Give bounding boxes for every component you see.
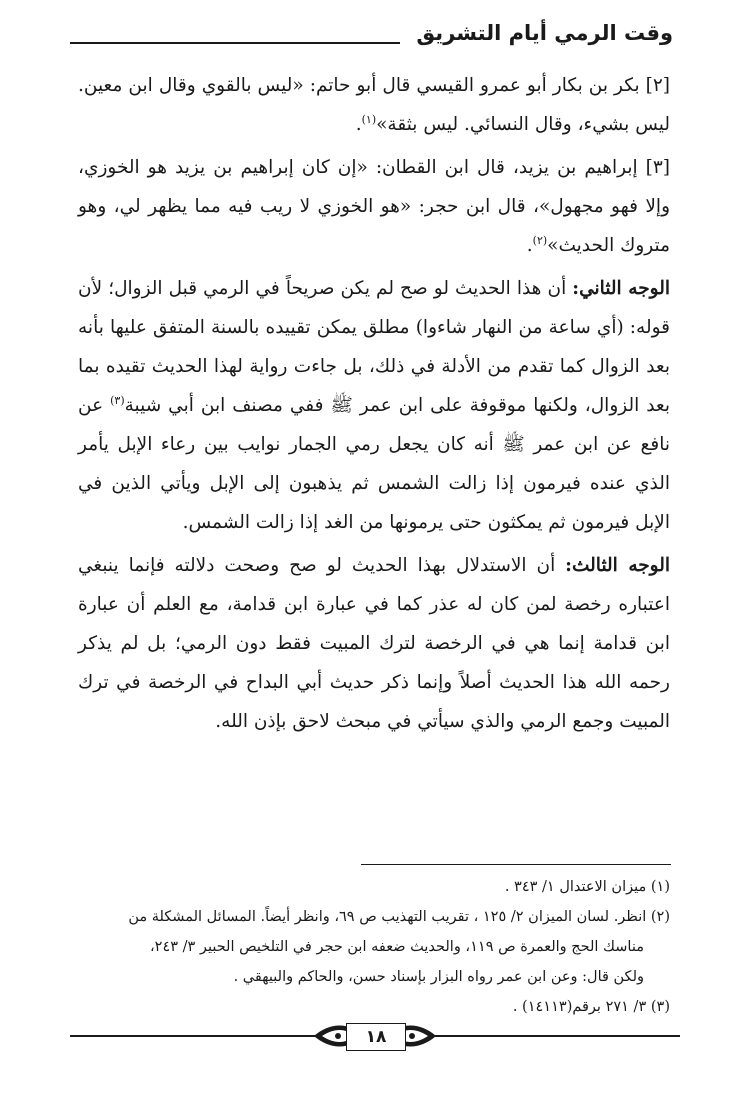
footnotes bbox=[78, 872, 670, 1022]
footnote-2: (٢) انظر. لسان الميزان ٢/ ١٢٥ ، تقريب التهذيب ص ٦٩، وانظر أيضاً. المسائل المشكلة من bbox=[128, 909, 670, 925]
footnote-2-cont: ولكن قال: وعن ابن عمر رواه البزار بإسناد حسن، والحاكم والبيهقي . bbox=[233, 969, 644, 985]
paragraph-text: عن نافع عن ابن عمر ﷺ أنه كان يجعل رمي الجمار نوايب بين رعاء الإبل يأمر الذي عنده فيرمون إذا زالت الشمس ثم يذهبون إلى الإبل ويأتي الذين في الإبل فيرمون ثم يمكثون حتى يرمونها من الغد إذا زالت الشمس. bbox=[78, 395, 670, 533]
footnote-separator bbox=[361, 864, 671, 865]
footnote-2-cont: مناسك الحج والعمرة ص ١١٩، والحديث ضعفه ابن حجر في التلخيص الحبير ٣/ ٢٤٣، bbox=[149, 939, 644, 955]
section-heading: الوجه الثاني: bbox=[572, 278, 670, 299]
paragraph-text: أن هذا الحديث لو صح لم يكن صريحاً في الرمي قبل الزوال؛ لأن قوله: (أي ساعة من النهار شاءوا) مطلق يمكن تقييده بالسنة المتفق عليها بأنه بعد الزوال كما تقدم من الأدلة في ذلك، بل جاءت رواية لهذا الحديث تقيده بما بعد الزوال، ولكنها موقوفة على ابن عمر ﷺ ففي مصنف ابن أبي شيبة bbox=[78, 278, 670, 416]
paragraph-text: أن الاستدلال بهذا الحديث لو صح وصحت دلالته فإنما ينبغي اعتباره رخصة لمن كان له عذر كما في عبارة ابن قدامة، مع العلم أن عبارة ابن قدامة إنما هي في الرخصة لترك المبيت فقط دون الرمي؛ بل لم يذكر رحمه الله هذا الحديث أصلاً وإنما ذكر حديث أبي البداح في الرخصة في ترك المبيت وجمع الرمي والذي سيأتي في مبحث لاحق بإذن الله. bbox=[78, 555, 670, 732]
header-title: وقت الرمي أيام التشريق bbox=[416, 21, 673, 45]
paragraph-text: [٢] بكر بن بكار أبو عمرو القيسي قال أبو حاتم: «ليس بالقوي وقال ابن معين. ليس بشيء، وقال النسائي. ليس بثقة» bbox=[78, 75, 670, 135]
footnote-ref: (١) bbox=[361, 112, 377, 126]
footer-rule-left bbox=[70, 1035, 318, 1037]
footer-rule-right bbox=[432, 1035, 680, 1037]
paragraph-third-aspect bbox=[78, 546, 670, 741]
header-rule bbox=[70, 42, 400, 44]
footnote-ref: (٢) bbox=[532, 233, 548, 247]
paragraph-text: [٣] إبراهيم بن يزيد، قال ابن القطان: «إن كان إبراهيم بن يزيد هو الخوزي، وإلا فهو مجهول»، قال ابن حجر: «هو الخوزي لا ريب فيه مما يظهر لي، وهو متروك الحديث» bbox=[78, 157, 670, 256]
paragraph-narrator-2: [٢] بكر بن بكار أبو عمرو القيسي قال أبو حاتم: «ليس بالقوي وقال ابن معين. ليس بشيء، وقال النسائي. ليس بثقة»$^{(١)}$. bbox=[78, 75, 670, 135]
main-text bbox=[78, 66, 670, 745]
paragraph-second-aspect bbox=[78, 269, 670, 542]
footnote-ref: (٣) bbox=[110, 393, 125, 407]
page-footer bbox=[70, 1018, 680, 1054]
paragraph-narrator-3: [٣] إبراهيم بن يزيد، قال ابن القطان: «إن كان إبراهيم بن يزيد هو الخوزي، وإلا فهو مجهول»، قال ابن حجر: «هو الخوزي لا ريب فيه مما يظهر لي، وهو متروك الحديث»$^{(٢)}$. bbox=[78, 157, 670, 256]
footnote-1: (١) ميزان الاعتدال ١/ ٣٤٣ . bbox=[504, 879, 670, 895]
running-header bbox=[70, 14, 673, 54]
footnote-3: (٣) ٣/ ٢٧١ برقم(١٤١١٣) . bbox=[512, 999, 670, 1015]
page-number: ١٨ bbox=[346, 1023, 406, 1051]
section-heading: الوجه الثالث: bbox=[565, 555, 671, 576]
